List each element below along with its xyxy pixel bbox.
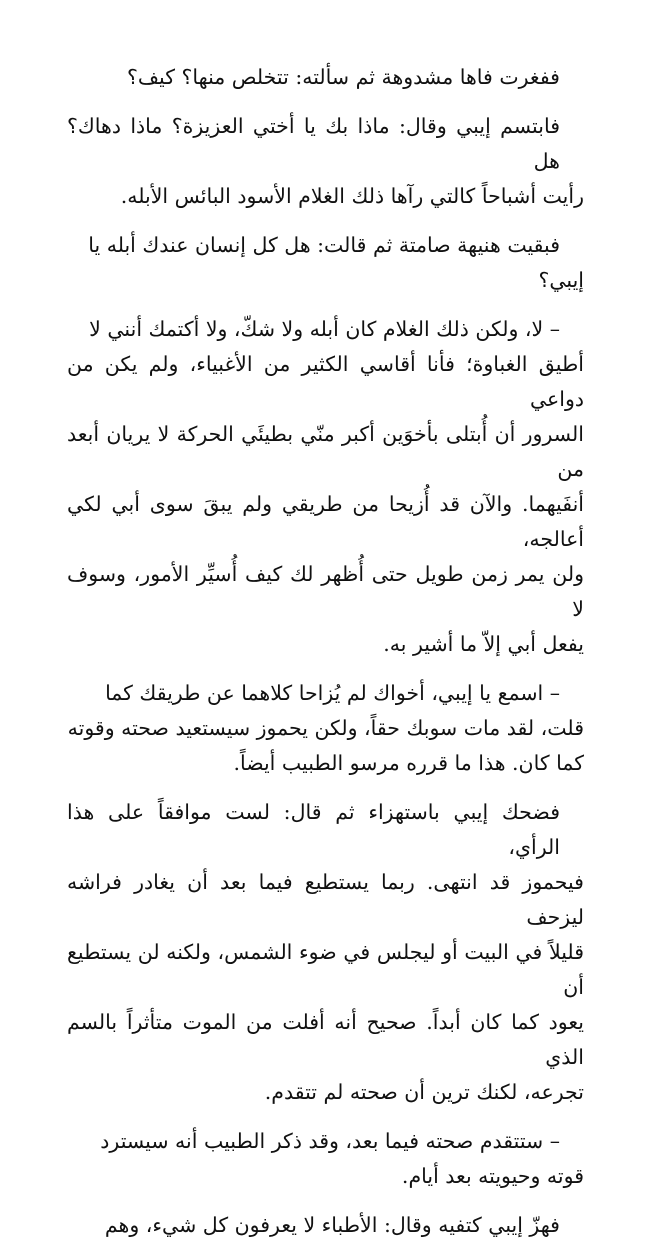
paragraph-4 — [67, 312, 584, 662]
text-line: يفعل أبي إلاّ ما أشير به. — [383, 632, 584, 656]
paragraph-2 — [67, 109, 584, 214]
text-line: السرور أن أُبتلى بأخوَين أكبر منّي بطيئَي الحركة لا يريان أبعد من — [67, 422, 584, 481]
text-line: قليلاً في البيت أو ليجلس في ضوء الشمس، ولكنه لن يستطيع أن — [67, 940, 584, 999]
text-line: – لا، ولكن ذلك الغلام كان أبله ولا شكّ، ولا أكتمك أنني لا — [89, 317, 560, 341]
text-line: – اسمع يا إيبي، أخواك لم يُزاحا كلاهما عن طريقك كما — [105, 681, 560, 705]
text-line: إيبي؟ — [538, 268, 584, 292]
text-line: فيحموز قد انتهى. ربما يستطيع فيما بعد أن يغادر فراشه ليزحف — [67, 870, 584, 929]
text-line: – ستتقدم صحته فيما بعد، وقد ذكر الطبيب أنه سيسترد — [100, 1129, 560, 1153]
text-line: فهزّ إيبي كتفيه وقال: الأطباء لا يعرفون كل شيء، وهم — [104, 1213, 560, 1237]
paragraph-6 — [67, 795, 584, 1110]
paragraph-8 — [67, 1208, 584, 1243]
text-line: رأيت أشباحاً كالتي رآها ذلك الغلام الأسود البائس الأبله. — [120, 184, 584, 208]
paragraph-7 — [67, 1124, 584, 1194]
text-line: تجرعه، لكنك ترين أن صحته لم تتقدم. — [264, 1080, 584, 1104]
text-line: قوته وحيويته بعد أيام. — [401, 1164, 584, 1188]
text-line: أنفَيهما. والآن قد أُزيحا من طريقي ولم يبقَ سوى أبي لكي أعالجه، — [67, 492, 584, 551]
text-line: أطيق الغباوة؛ فأنا أقاسي الكثير من الأغبياء، ولم يكن من دواعي — [67, 352, 584, 411]
text-line: فبقيت هنيهة صامتة ثم قالت: هل كل إنسان عندك أبله يا — [88, 233, 560, 257]
text-line: قلت، لقد مات سوبك حقاً، ولكن يحموز سيستعيد صحته وقوته — [67, 716, 584, 740]
text-line: ففغرت فاها مشدوهة ثم سألته: تتخلص منها؟ كيف؟ — [126, 65, 560, 89]
paragraph-1 — [67, 60, 584, 95]
text-line: فضحك إيبي باستهزاء ثم قال: لست موافقاً على هذا الرأي، — [67, 800, 560, 859]
text-line: ولن يمر زمن طويل حتى أُظهر لك كيف أُسيِّر الأمور، وسوف لا — [67, 562, 584, 621]
text-line: يعود كما كان أبداً. صحيح أنه أفلت من الموت متأثراً بالسم الذي — [67, 1010, 584, 1069]
paragraph-3 — [67, 228, 584, 298]
text-line: كما كان. هذا ما قرره مرسو الطبيب أيضاً. — [233, 751, 584, 775]
text-line: فابتسم إيبي وقال: ماذا بك يا أختي العزيزة؟ ماذا دهاك؟ هل — [67, 114, 560, 173]
paragraph-5 — [67, 676, 584, 781]
